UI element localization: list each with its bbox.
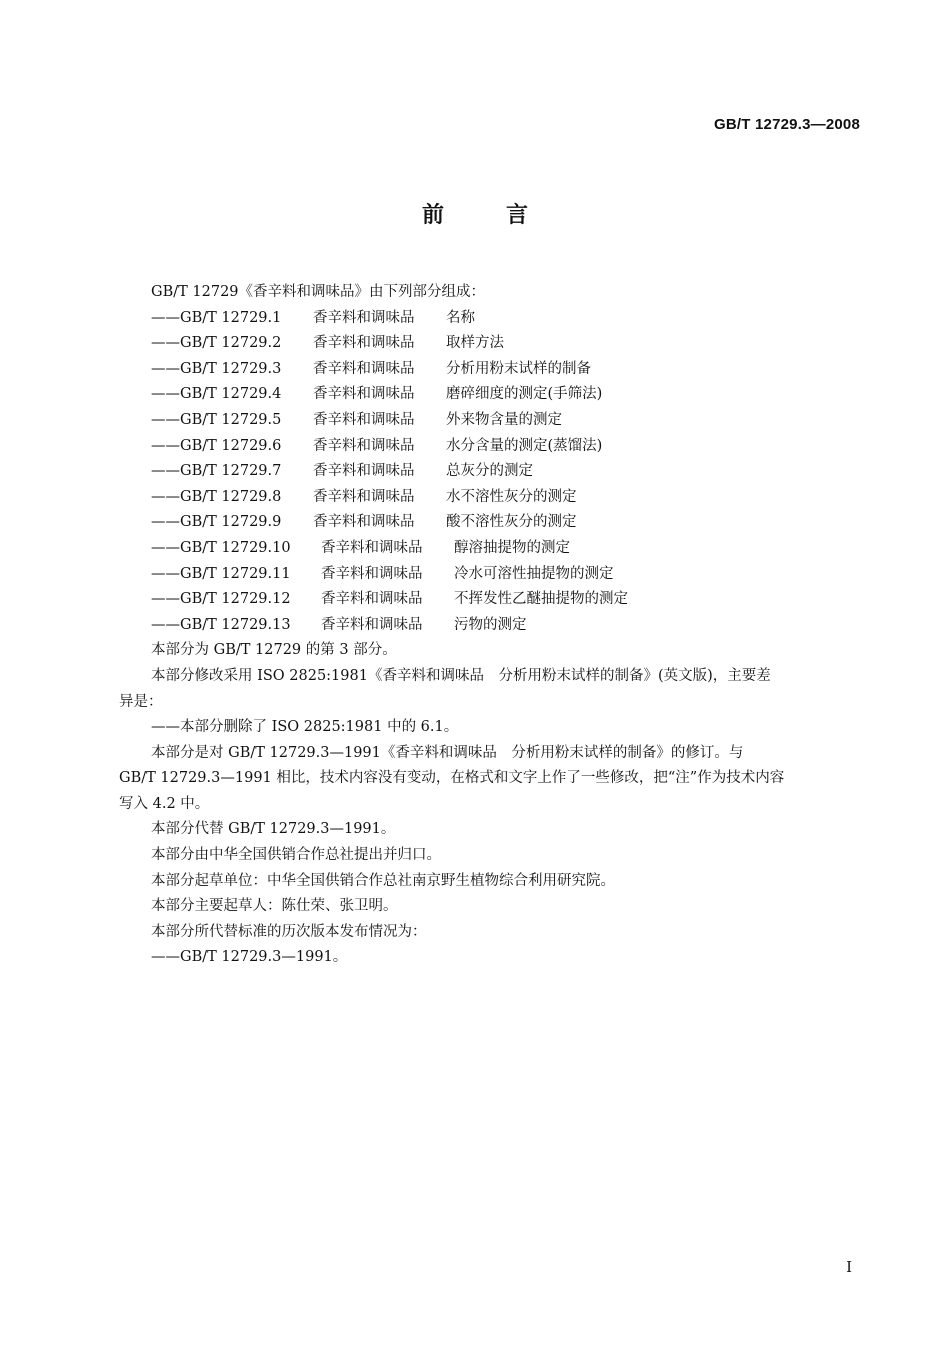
part-code: ——GB/T 12729.1 [151,309,282,326]
part-code: ——GB/T 12729.5 [151,411,282,428]
history-intro: 本部分所代替标准的历次版本发布情况为： [151,923,427,940]
adoption-paragraph [119,664,859,715]
part-name: 香辛料和调味品 [313,309,415,326]
list-item [119,382,859,408]
part-name: 香辛料和调味品 [313,514,415,531]
drafting-unit-statement: 本部分起草单位：中华全国供销合作总社南京野生植物综合利用研究院。 [151,872,615,889]
part-name: 香辛料和调味品 [313,463,415,480]
list-item [119,536,859,562]
part-subject: 醇溶抽提物的测定 [454,539,570,556]
part-subject: 冷水可溶性抽提物的测定 [454,565,614,582]
page-number: I [846,1258,852,1276]
revision-line: 本部分是对 GB/T 12729.3—1991《香辛料和调味品 分析用粉末试样的制备》的修订。与 [151,744,744,761]
part-code: ——GB/T 12729.6 [151,437,282,454]
part-subject: 水不溶性灰分的测定 [446,488,577,505]
revision-line: GB/T 12729.3—1991 相比，技术内容没有变动，在格式和文字上作了一些修改，把“注”作为技术内容 [119,770,785,787]
standard-code: GB/T 12729.3—2008 [714,116,860,133]
part-name: 香辛料和调味品 [321,565,423,582]
list-item [119,434,859,460]
replaces-statement: 本部分代替 GB/T 12729.3—1991。 [151,821,396,838]
list-item [119,459,859,485]
part-code: ——GB/T 12729.11 [151,565,291,582]
part-name: 香辛料和调味品 [321,616,423,633]
adoption-line: 本部分修改采用 ISO 2825:1981《香辛料和调味品 分析用粉末试样的制备》(英文版)，主要差 [151,667,771,684]
list-item [119,357,859,383]
list-item [119,587,859,613]
part-code: ——GB/T 12729.7 [151,463,282,480]
part-name: 香辛料和调味品 [313,335,415,352]
drafters-statement: 本部分主要起草人：陈仕荣、张卫明。 [151,898,398,915]
list-item [119,562,859,588]
list-item [119,331,859,357]
list-item [119,613,859,639]
intro-text: GB/T 12729《香辛料和调味品》由下列部分组成： [151,284,486,300]
page-title: 前言 [421,203,590,228]
part-name: 香辛料和调味品 [313,488,415,505]
part-name: 香辛料和调味品 [313,411,415,428]
part-subject: 取样方法 [446,335,504,352]
part-code: ——GB/T 12729.10 [151,539,291,556]
revision-paragraph [119,741,859,818]
revision-line: 写入 4.2 中。 [119,795,210,812]
part-subject: 磨碎细度的测定(手筛法) [446,386,603,403]
adoption-line: 异是： [119,693,163,710]
list-item [119,485,859,511]
foreword-body [119,280,859,971]
part-code: ——GB/T 12729.9 [151,514,282,531]
part-subject: 水分含量的测定(蒸馏法) [446,437,603,454]
part-subject: 总灰分的测定 [446,463,533,480]
part-name: 香辛料和调味品 [313,360,415,377]
part-subject: 名称 [446,309,475,326]
part-name: 香辛料和调味品 [313,437,415,454]
history-item: ——GB/T 12729.3—1991。 [151,949,348,966]
part-code: ——GB/T 12729.4 [151,386,282,403]
part-code: ——GB/T 12729.12 [151,591,291,608]
part-code: ——GB/T 12729.3 [151,360,282,377]
part-name: 香辛料和调味品 [321,591,423,608]
difference-item: ——本部分删除了 ISO 2825:1981 中的 6.1。 [151,719,459,736]
part-subject: 分析用粉末试样的制备 [446,360,591,377]
part-name: 香辛料和调味品 [321,539,423,556]
part-code: ——GB/T 12729.8 [151,488,282,505]
part-subject: 酸不溶性灰分的测定 [446,514,577,531]
part-code: ——GB/T 12729.13 [151,616,291,633]
part-statement: 本部分为 GB/T 12729 的第 3 部分。 [151,642,397,659]
list-item [119,306,859,332]
list-item [119,510,859,536]
parts-list [119,306,859,639]
part-subject: 外来物含量的测定 [446,411,562,428]
part-name: 香辛料和调味品 [313,386,415,403]
part-subject: 污物的测定 [454,616,527,633]
list-item [119,408,859,434]
part-subject: 不挥发性乙醚抽提物的测定 [454,591,628,608]
proposer-statement: 本部分由中华全国供销合作总社提出并归口。 [151,847,441,864]
part-code: ——GB/T 12729.2 [151,335,282,352]
